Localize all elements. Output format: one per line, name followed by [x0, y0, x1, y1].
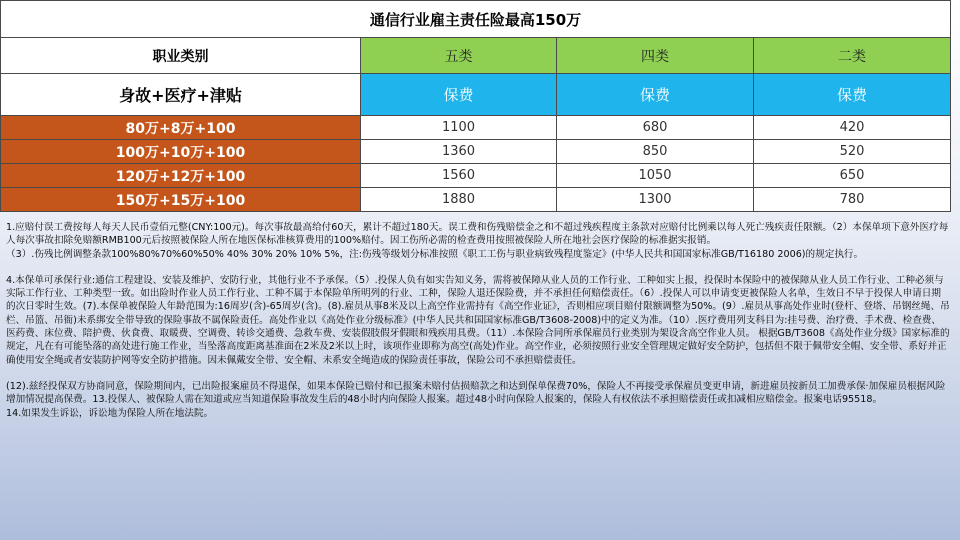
premium-value: 420: [754, 116, 951, 140]
class-row: [1, 38, 951, 74]
table-row: [1, 116, 951, 140]
coverage-tier: 120万+12万+100: [1, 164, 361, 188]
premium-value: 1300: [557, 188, 754, 212]
premium-value: 1050: [557, 164, 754, 188]
premium-value: 520: [754, 140, 951, 164]
paragraph-gap: [6, 367, 950, 380]
fee-row: [1, 74, 951, 116]
paragraph-gap: [6, 261, 950, 274]
note-paragraph: 4.本保单可承保行业:通信工程建设、安装及维护、安防行业，其他行业不予承保。（5）.投保人负有如实告知义务，需将被保障从业人员的工作行业、工种如实上报，投保时本保险中的被保障从业人员工作行业、工种必须与实际工作行业、工种类型一致。如出险时作业人员工作行业、工种不属于本保险单所明列的行业、工种，保险人退还保险费，并不承担任何赔偿责任。（6）.投保人可以申请变更被保险人名单，生效日不早于投保人申请日期的次日零时生效。(7).本保单被保险人年龄范围为:16周岁(含)-65周岁(含)。(8).雇员从事8米及以上高空作业需持有《高空作业证》，否则相应项目赔付限额调整为50%。(9）.雇员从事高处作业时(登杆、登塔、吊钢丝绳、吊栏、吊篮、吊衙)未系绑安全带导致的保险事故不属保险责任。高处作业以《高处作业分级标准》(中华人民共和国国家标准GB/T3608-2008)中的定义为准。（10）.医疗费用列支科目为:挂号费、治疗费、手术费、检查费、医药费、床位费、陪护费、伙食费、取暖费、空调费、转诊交通费、急救车费、安装假肢假牙假眼和残疾用具费。（11）.本保险合同所承保雇员行业类别为架设含高空作业人员。 根据GB/T3608《高处作业分级》国家标准的规定，凡在有可能坠落的高处进行施工作业，当坠落高度距离基准面在2米及2米以上时，该项作业即称为高空(高处)作业。高空作业，必须按照行业安全管理规定做好安全防护，包括但不限于佩带安全帽、安全带、系好并正确使用安全绳或者安装防护网等安全防护措施。因未佩戴安全带、安全帽、未系安全绳造成的保险责任事故，保险公司不承担赔偿责任。: [6, 274, 950, 366]
fee-header: 保费: [754, 74, 951, 116]
fee-header: 保费: [557, 74, 754, 116]
premium-value: 850: [557, 140, 754, 164]
job-category-label: 职业类别: [1, 38, 361, 74]
class-header-4: 四类: [557, 38, 754, 74]
class-header-5: 五类: [361, 38, 557, 74]
fee-header: 保费: [361, 74, 557, 116]
policy-notes: [6, 221, 950, 420]
premium-table: [0, 0, 951, 212]
table-row: [1, 164, 951, 188]
table-row: [1, 140, 951, 164]
title-row: [1, 1, 951, 38]
note-paragraph: （3）.伤残比例调整条款100%80%70%60%50% 40% 30% 20% 10% 5%，注:伤残等级划分标准按照《职工工伤与职业病致残程度鉴定》(中华人民共和国国家标准GB/T16180 2006)的规定执行。: [6, 248, 864, 260]
premium-value: 650: [754, 164, 951, 188]
premium-value: 680: [557, 116, 754, 140]
premium-value: 1560: [361, 164, 557, 188]
premium-value: 1880: [361, 188, 557, 212]
table-title: 通信行业雇主责任险最高150万: [1, 1, 951, 38]
note-paragraph: 1.应赔付误工费按每人每天人民币壹佰元整(CNY:100元)。每次事故最高给付60天，累计不超过180天。误工费和伤残赔偿金之和不超过残疾程度主条款对应赔付比例乘以每人死亡残疾责任限额。（2）本保单项下意外医疗每人每次事故扣除免赔额RMB100元后按照被保险人所在地医保标准核算费用的100%赔付。因工伤所必需的检查费用按照被保险人所在地社会医疗保险的标准据实报销。: [6, 222, 949, 247]
coverage-tier: 80万+8万+100: [1, 116, 361, 140]
note-paragraph: 14.如果发生诉讼，诉讼地为保险人所在地法院。: [6, 407, 214, 419]
premium-value: 1100: [361, 116, 557, 140]
class-header-2: 二类: [754, 38, 951, 74]
note-paragraph: (12).兹经投保双方协商同意，保险期间内，已出险报案雇员不得退保，如果本保险已赔付和已报案未赔付估损赔款之和达到保单保费70%，保险人不再接受承保雇员变更申请，新进雇员按新员工加费承保·加保雇员根据风险增加情况提高保费。13.投保人、被保险人需在知道或应当知道保险事故发生后的48小时内向保险人报案。超过48小时向保险人报案的，保险人有权依法不承担赔偿责任或扣减相应赔偿金。报案电话95518。: [6, 380, 946, 406]
coverage-tier: 100万+10万+100: [1, 140, 361, 164]
table-row: [1, 188, 951, 212]
coverage-combo-label: 身故+医疗+津贴: [1, 74, 361, 116]
premium-value: 780: [754, 188, 951, 212]
premium-value: 1360: [361, 140, 557, 164]
coverage-tier: 150万+15万+100: [1, 188, 361, 212]
